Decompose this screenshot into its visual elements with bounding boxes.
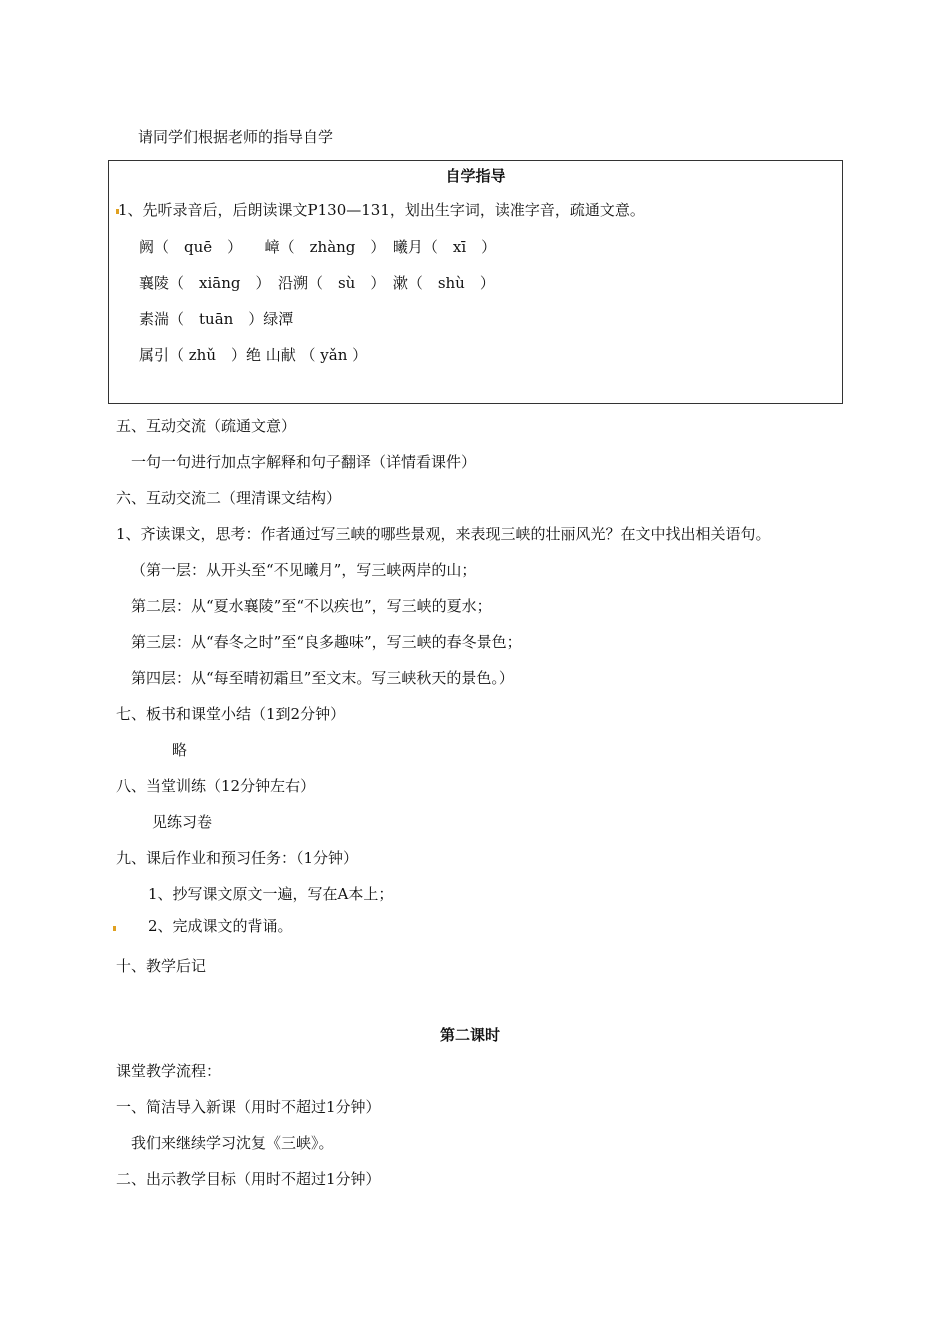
section-7-heading: 七、板书和课堂小结（1到2分钟）: [116, 705, 346, 723]
lesson-2-flow: 课堂教学流程：: [116, 1062, 222, 1080]
section-9-heading: 九、课后作业和预习任务：（1分钟）: [116, 849, 359, 867]
structure-layer-3: 第三层：从“春冬之时”至“良多趣味”，写三峡的春冬景色；: [131, 633, 522, 651]
lesson-2-title: 第二课时: [440, 1026, 501, 1044]
structure-layer-2: 第二层：从“夏水襄陵”至“不以疾也”，写三峡的夏水；: [131, 597, 492, 615]
section-10-heading: 十、教学后记: [116, 957, 207, 975]
homework-item-1: 1、抄写课文原文一遍，写在A本上；: [148, 885, 394, 903]
lesson-2-step-2: 二、出示教学目标（用时不超过1分钟）: [116, 1170, 381, 1188]
intro-text: 请同学们根据老师的指导自学: [138, 128, 334, 146]
section-5-heading: 五、互动交流（疏通文意）: [116, 417, 297, 435]
lesson-2-step-1-text: 我们来继续学习沈复《三峡》。: [131, 1134, 334, 1152]
highlight-mark: [113, 926, 116, 931]
lesson-2-step-1: 一、简洁导入新课（用时不超过1分钟）: [116, 1098, 381, 1116]
pinyin-row-3: 素湍（ tuān ）绿潭: [139, 310, 294, 328]
structure-layer-1: （第一层：从开头至“不见曦月”，写三峡两岸的山；: [131, 561, 477, 579]
pinyin-row-2: 襄陵（ xiāng ） 沿溯（ sù ） 漱（ shù ）: [139, 274, 495, 292]
pinyin-row-1: 阙（ quē ） 嶂（ zhàng ） 曦月（ xī ）: [139, 238, 497, 256]
section-6-heading: 六、互动交流二（理清课文结构）: [116, 489, 342, 507]
self-study-box: [108, 160, 843, 404]
structure-layer-4: 第四层：从“每至晴初霜旦”至文末。写三峡秋天的景色。）: [131, 669, 514, 687]
section-6-question: 1、齐读课文，思考：作者通过写三峡的哪些景观，来表现三峡的壮丽风光？在文中找出相关语句。: [116, 525, 771, 543]
homework-item-2: 2、完成课文的背诵。: [148, 917, 293, 935]
box-instruction: 1、先听录音后，后朗读课文P130—131，划出生字词，读准字音，疏通文意。: [118, 201, 645, 219]
pinyin-row-4: 属引（ zhǔ ）绝 山献 （ yǎn ）: [139, 346, 368, 364]
box-title: 自学指导: [445, 167, 506, 185]
section-5-text: 一句一句进行加点字解释和句子翻译（详情看课件）: [131, 453, 477, 471]
section-7-text: 略: [172, 741, 188, 759]
section-8-heading: 八、当堂训练（12分钟左右）: [116, 777, 316, 795]
section-8-text: 见练习卷: [152, 813, 213, 831]
